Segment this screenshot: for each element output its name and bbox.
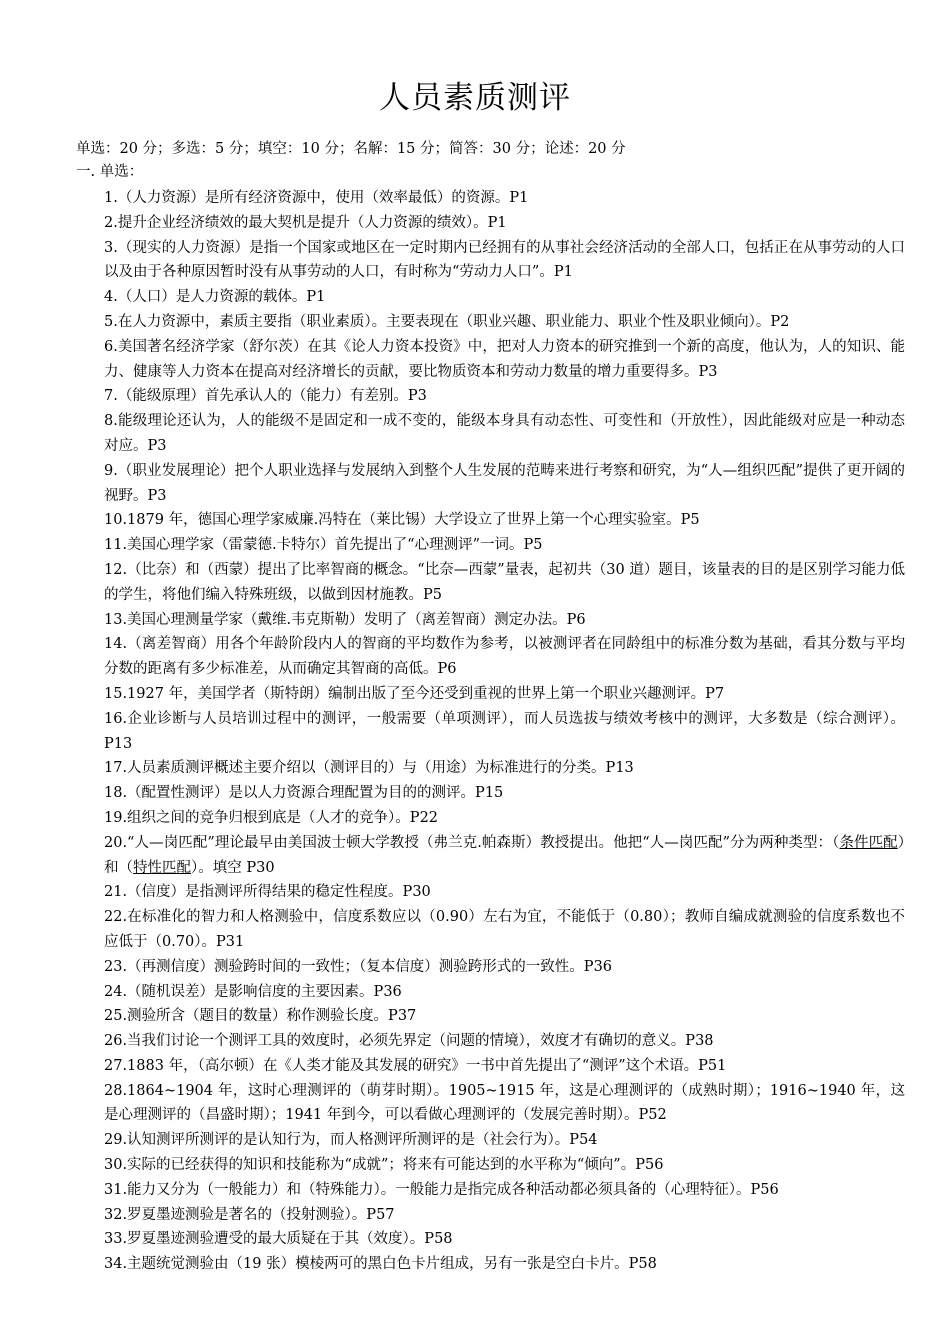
question-item: 32.罗夏墨迹测验是著名的（投射测验）。P57 bbox=[104, 1206, 395, 1223]
question-item: 15.1927 年，美国学者（斯特朗）编制出版了至今还受到重视的世界上第一个职业兴趣测评。P7 bbox=[104, 685, 725, 702]
question-item: 16.企业诊断与人员培训过程中的测评，一般需要（单项测评），而人员选拔与绩效考核中的测评，大多数是（综合测评）。P13 bbox=[104, 710, 905, 752]
question-item: 27.1883 年，（高尔顿）在《人类才能及其发展的研究》一书中首先提出了“测评”这个术语。P51 bbox=[104, 1057, 727, 1074]
question-item: 3.（现实的人力资源）是指一个国家或地区在一定时期内已经拥有的从事社会经济活动的全部人口，包括正在从事劳动的人口以及由于各种原因暂时没有从事劳动的人口，有时称为“劳动力人口”。P1 bbox=[104, 239, 905, 281]
question-text: ）。填空 P30 bbox=[191, 859, 275, 876]
question-item bbox=[104, 831, 905, 881]
question-item: 12.（比奈）和（西蒙）提出了比率智商的概念。“比奈—西蒙”量表，起初共（30 道）题目，该量表的目的是区别学习能力低的学生，将他们编入特殊班级，以做到因材施教。P5 bbox=[104, 561, 905, 603]
question-item: 28.1864~1904 年，这时心理测评的（萌芽时期）。1905~1915 年，这是心理测评的（成熟时期）；1916~1940 年，这是心理测评的（昌盛时期）；1941 年到今，可以看做心理测评的（发展完善时期）。P52 bbox=[104, 1082, 905, 1124]
question-item: 9.（职业发展理论）把个人职业选择与发展纳入到整个人生发展的范畴来进行考察和研究，为“人—组织匹配”提供了更开阔的视野。P3 bbox=[104, 462, 905, 504]
question-item: 33.罗夏墨迹测验遭受的最大质疑在于其（效度）。P58 bbox=[104, 1231, 453, 1248]
question-item: 23.（再测信度）测验跨时间的一致性；（复本信度）测验跨形式的一致性。P36 bbox=[104, 958, 613, 975]
question-item: 11.美国心理学家（雷蒙德.卡特尔）首先提出了“心理测评”一词。P5 bbox=[104, 537, 543, 554]
question-item: 5.在人力资源中，素质主要指（职业素质）。主要表现在（职业兴趣、职业能力、职业个性及职业倾向）。P2 bbox=[104, 313, 790, 330]
question-text: 20.“人—岗匹配”理论最早由美国波士顿大学教授（弗兰克.帕森斯）教授提出。他把“人—岗匹配”分为两种类型：（ bbox=[104, 834, 840, 851]
question-item: 13.美国心理测量学家（戴维.韦克斯勒）发明了（离差智商）测定办法。P6 bbox=[104, 611, 586, 628]
question-item: 4.（人口）是人力资源的载体。P1 bbox=[104, 289, 326, 306]
question-item: 34.主题统觉测验由（19 张）模棱两可的黑白色卡片组成，另有一张是空白卡片。P58 bbox=[104, 1256, 657, 1273]
question-item: 21.（信度）是指测评所得结果的稳定性程度。P30 bbox=[104, 884, 431, 901]
question-item: 24.（随机误差）是影响信度的主要因素。P36 bbox=[104, 983, 402, 1000]
question-item: 31.能力又分为（一般能力）和（特殊能力）。一般能力是指完成各种活动都必须具备的（心理特征）。P56 bbox=[104, 1181, 779, 1198]
underlined-answer: 特性匹配 bbox=[133, 859, 191, 876]
document-title: 人员素质测评 bbox=[379, 80, 571, 116]
section-heading: 一. 单选： bbox=[76, 164, 144, 180]
question-item: 1.（人力资源）是所有经济资源中，使用（效率最低）的资源。P1 bbox=[104, 190, 529, 206]
question-item: 2.提升企业经济绩效的最大契机是提升（人力资源的绩效）。P1 bbox=[104, 214, 507, 231]
question-item: 22.在标准化的智力和人格测验中，信度系数应以（0.90）左右为宜，不能低于（0.80）；教师自编成就测验的信度系数也不应低于（0.70）。P31 bbox=[104, 909, 905, 950]
question-text: ）和（ bbox=[104, 834, 906, 876]
scoring-line: 单选：20 分；多选：5 分；填空：10 分；名解：15 分；简答：30 分；论述：20 分 bbox=[76, 141, 626, 157]
question-item: 14.（离差智商）用各个年龄阶段内人的智商的平均数作为参考，以被测评者在同龄组中的标准分数为基础，看其分数与平均分数的距离有多少标准差，从而确定其智商的高低。P6 bbox=[104, 636, 905, 678]
underlined-answer: 条件匹配 bbox=[839, 834, 898, 851]
question-item: 6.美国著名经济学家（舒尔茨）在其《论人力资本投资》中，把对人力资本的研究推到一个新的高度，他认为，人的知识、能力、健康等人力资本在提高对经济增长的贡献，要比物质资本和劳动力数量的增力重要得多。P3 bbox=[104, 338, 905, 380]
question-item: 26.当我们讨论一个测评工具的效度时，必须先界定（问题的情境），效度才有确切的意义。P38 bbox=[104, 1033, 714, 1050]
question-item: 25.测验所含（题目的数量）称作测验长度。P37 bbox=[104, 1008, 417, 1025]
question-item: 8.能级理论还认为，人的能级不是固定和一成不变的，能级本身具有动态性、可变性和（开放性），因此能级对应是一种动态对应。P3 bbox=[104, 413, 905, 454]
question-list bbox=[104, 186, 905, 1277]
question-item: 10.1879 年，德国心理学家威廉.冯特在（莱比锡）大学设立了世界上第一个心理实验室。P5 bbox=[104, 512, 700, 529]
question-item: 17.人员素质测评概述主要介绍以（测评目的）与（用途）为标准进行的分类。P13 bbox=[104, 760, 634, 777]
question-item: 18.（配置性测评）是以人力资源合理配置为目的的测评。P15 bbox=[104, 785, 504, 802]
question-item: 30.实际的已经获得的知识和技能称为“成就”；将来有可能达到的水平称为“倾向”。P56 bbox=[104, 1157, 664, 1174]
question-item: 7.（能级原理）首先承认人的（能力）有差别。P3 bbox=[104, 388, 427, 405]
question-item: 19.组织之间的竞争归根到底是（人才的竞争）。P22 bbox=[104, 809, 439, 826]
question-item: 29.认知测评所测评的是认知行为，而人格测评所测评的是（社会行为）。P54 bbox=[104, 1132, 598, 1149]
